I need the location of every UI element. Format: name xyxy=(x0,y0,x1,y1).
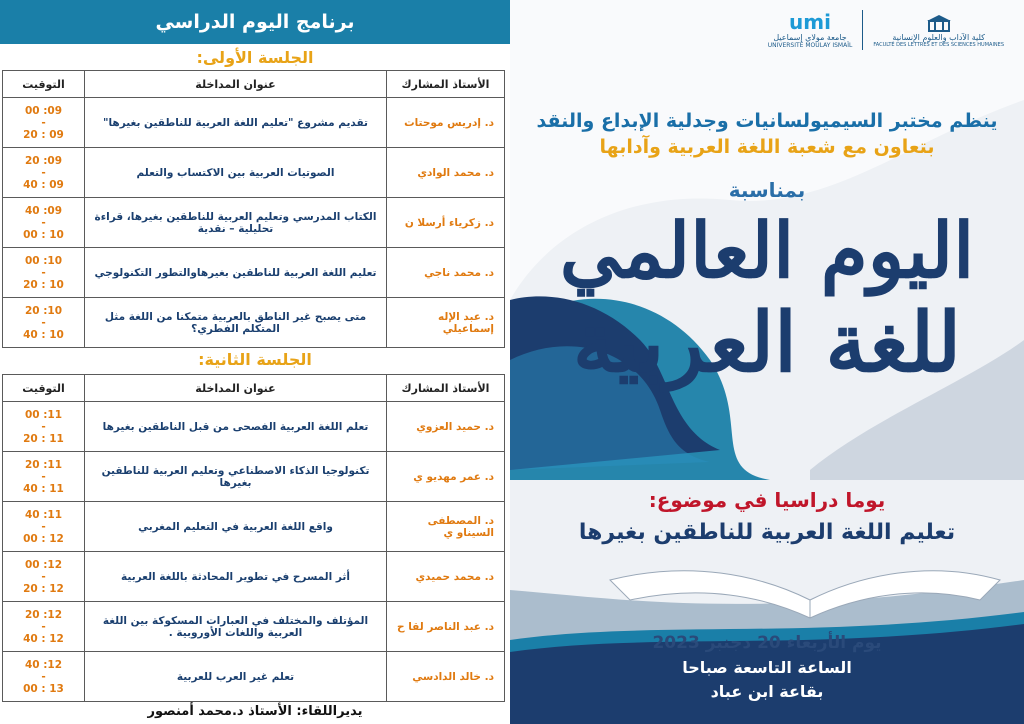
organizer-text: ينظم مختبر السيميولسانيات وجدلية الإبداع والنقد xyxy=(536,110,998,132)
topic-text: تعليم اللغة العربية للناطقين بغيرها xyxy=(578,520,956,545)
time-end: 00 : 12 xyxy=(23,532,64,545)
talk-title-cell: واقع اللغة العربية في التعليم المغربي xyxy=(85,502,387,552)
session1-table xyxy=(2,70,505,348)
session1-title: الجلسة الأولى: xyxy=(196,48,314,67)
time-start: 00 :12 xyxy=(24,558,63,571)
time-dash: - xyxy=(41,420,46,433)
event-date: يوم الأربعاء 20 دجنبر 2023 xyxy=(652,633,882,653)
time-dash: - xyxy=(41,470,46,483)
time-cell xyxy=(3,552,85,602)
umi-logo xyxy=(768,11,853,49)
talk-title-cell: تقديم مشروع "تعليم اللغة العربية للناطقين بغيرها" xyxy=(85,98,387,148)
talk-title-cell: متى يصبح غير الناطق بالعربية متمكنا من اللغة مثل المتكلم الفطري؟ xyxy=(85,298,387,348)
header-title: عنوان المداخلة xyxy=(85,71,387,98)
table-row xyxy=(3,402,505,452)
umi-name-fr: UNIVERSITÉ MOULAY ISMAÏL xyxy=(767,42,853,49)
time-dash: - xyxy=(41,316,46,329)
speaker-cell: د. عبد الإله إسماعيلي xyxy=(387,298,505,348)
time-dash: - xyxy=(41,266,46,279)
faculty-name-fr: FACULTÉ DES LETTRES ET DES SCIENCES HUMAINES xyxy=(873,41,1004,48)
table-header-row xyxy=(3,375,505,402)
talk-title-cell: تعليم اللغة العربية للناطقين بغيرهاوالتطور التكنولوجي xyxy=(85,248,387,298)
calligraphy-line1: اليوم العالمي xyxy=(559,206,975,295)
svg-text:umi: umi xyxy=(789,11,831,33)
time-dash: - xyxy=(41,670,46,683)
calligraphy-line2: للغة العربية xyxy=(572,295,962,391)
speaker-cell: د. عبد الناصر لقا ح xyxy=(387,602,505,652)
occasion-text: بمناسبة xyxy=(728,178,806,202)
umi-name-ar: جامعة مولاي إسماعيل xyxy=(773,33,847,42)
time-dash: - xyxy=(41,620,46,633)
time-start: 20 :09 xyxy=(24,154,63,167)
header-time: التوقيت xyxy=(3,71,85,98)
time-cell xyxy=(3,652,85,702)
table-row xyxy=(3,652,505,702)
header-time: التوقيت xyxy=(3,375,85,402)
time-start: 20 :10 xyxy=(24,304,63,317)
time-start: 40 :12 xyxy=(24,658,63,671)
faculty-building-icon xyxy=(925,13,953,33)
talk-title-cell: الصوتيات العربية بين الاكتساب والتعلم xyxy=(85,148,387,198)
speaker-cell: د. محمد حميدي xyxy=(387,552,505,602)
cooperation-text: بتعاون مع شعبة اللغة العربية وآدابها xyxy=(599,136,935,158)
table-header-row xyxy=(3,71,505,98)
calligraphy-title xyxy=(510,205,1024,389)
time-dash: - xyxy=(41,570,46,583)
time-start: 20 :12 xyxy=(24,608,63,621)
time-start: 20 :11 xyxy=(24,458,63,471)
time-end: 20 : 12 xyxy=(23,582,64,595)
table-row xyxy=(3,148,505,198)
time-cell xyxy=(3,502,85,552)
time-start: 00 :09 xyxy=(24,104,63,117)
time-cell xyxy=(3,452,85,502)
time-cell xyxy=(3,248,85,298)
time-start: 00 :10 xyxy=(24,254,63,267)
talk-title-cell: المؤتلف والمختلف في العبارات المسكوكة بين اللغة العربية واللغات الأوروبية . xyxy=(85,602,387,652)
event-hour: الساعة التاسعة صباحا xyxy=(682,658,852,677)
faculty-name-ar: كلية الآداب والعلوم الإنسانية xyxy=(892,32,985,42)
time-cell xyxy=(3,148,85,198)
header-speaker: الأستاذ المشارك xyxy=(387,71,505,98)
speaker-cell: د. زكرياء أرسلا ن xyxy=(387,198,505,248)
time-end: 00 : 13 xyxy=(23,682,64,695)
time-dash: - xyxy=(41,520,46,533)
time-end: 20 : 10 xyxy=(23,278,64,291)
time-start: 40 :11 xyxy=(24,508,63,521)
speaker-cell: د. خالد الدادسي xyxy=(387,652,505,702)
time-dash: - xyxy=(41,216,46,229)
table-row xyxy=(3,198,505,248)
table-row xyxy=(3,98,505,148)
header-title: عنوان المداخلة xyxy=(85,375,387,402)
time-end: 40 : 09 xyxy=(23,178,64,191)
time-end: 40 : 10 xyxy=(23,328,64,341)
topic-label: يوما دراسيا في موضوع: xyxy=(648,488,886,512)
speaker-cell: د. المصطفى السيناو ي xyxy=(387,502,505,552)
table-row xyxy=(3,602,505,652)
poster-panel xyxy=(510,0,1024,724)
time-end: 20 : 09 xyxy=(23,128,64,141)
time-end: 40 : 11 xyxy=(23,482,64,495)
program-title: برنامج اليوم الدراسي xyxy=(0,0,510,44)
program-panel xyxy=(0,0,510,724)
table-row xyxy=(3,552,505,602)
time-cell xyxy=(3,198,85,248)
speaker-cell: د. عمر مهديو ي xyxy=(387,452,505,502)
table-row xyxy=(3,248,505,298)
speaker-cell: د. محمد الوادي xyxy=(387,148,505,198)
time-cell xyxy=(3,602,85,652)
time-start: 00 :11 xyxy=(24,408,63,421)
talk-title-cell: تعلم غير العرب للعربية xyxy=(85,652,387,702)
speaker-cell: د. محمد ناجي xyxy=(387,248,505,298)
header-speaker: الأستاذ المشارك xyxy=(387,375,505,402)
time-dash: - xyxy=(41,116,46,129)
table-row xyxy=(3,452,505,502)
logo-divider xyxy=(862,10,863,50)
speaker-cell: د. حميد العزوي xyxy=(387,402,505,452)
talk-title-cell: أثر المسرح في تطوير المحادثة باللغة العربية xyxy=(85,552,387,602)
umi-logo-icon xyxy=(780,11,840,33)
event-place: بقاعة ابن عباد xyxy=(710,682,824,701)
table-row xyxy=(3,298,505,348)
logos-area xyxy=(768,6,1004,54)
speaker-cell: د. إدريس موحتات xyxy=(387,98,505,148)
time-cell xyxy=(3,298,85,348)
time-end: 40 : 12 xyxy=(23,632,64,645)
faculty-logo xyxy=(873,13,1004,48)
moderator-line: يديراللقاء: الأستاذ د.محمد أمنصور xyxy=(147,704,363,719)
session2-title: الجلسة الثانية: xyxy=(198,350,312,369)
time-start: 40 :09 xyxy=(24,204,63,217)
time-dash: - xyxy=(41,166,46,179)
time-end: 00 : 10 xyxy=(23,228,64,241)
talk-title-cell: تكنولوجيا الذكاء الاصطناعي وتعليم العربية للناطقين بغيرها xyxy=(85,452,387,502)
time-cell xyxy=(3,402,85,452)
table-row xyxy=(3,502,505,552)
session2-table xyxy=(2,374,505,702)
time-end: 20 : 11 xyxy=(23,432,64,445)
talk-title-cell: الكتاب المدرسي وتعليم العربية للناطقين بغيرها، قراءة تحليلية – نقدية xyxy=(85,198,387,248)
time-cell xyxy=(3,98,85,148)
talk-title-cell: تعلم اللغة العربية الفصحى من قبل الناطقين بغيرها xyxy=(85,402,387,452)
